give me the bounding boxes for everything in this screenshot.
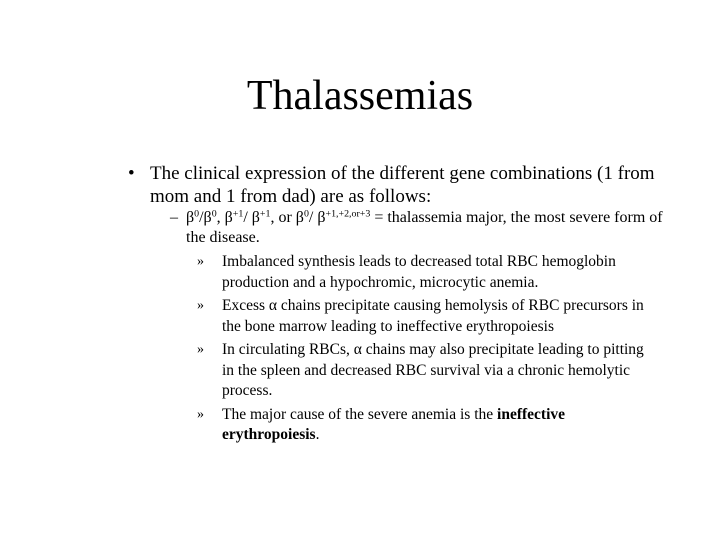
bullet-clinical-expression bbox=[128, 162, 670, 208]
bullet-text: The clinical expression of the different gene combinations (1 from mom and 1 from dad) are as follows: bbox=[150, 163, 655, 207]
genotype-slash-1: / bbox=[199, 209, 204, 226]
genotype-slash-2: / bbox=[243, 209, 252, 226]
detail-item-circulating-rbcs bbox=[197, 340, 652, 402]
detail-text-bold: ineffective erythropoiesis bbox=[222, 405, 566, 443]
chevron-marker: » bbox=[197, 342, 204, 357]
detail-text: Imbalanced synthesis leads to decreased total RBC hemoglobin production and a hypochromic, microcytic anemia. bbox=[222, 253, 616, 291]
sub-bullet-rest-text: = thalassemia major, the most severe form of the disease. bbox=[186, 209, 663, 246]
genotype-sup-3: +1 bbox=[232, 208, 244, 220]
sub-bullet-thalassemia-major bbox=[170, 208, 666, 248]
genotype-sep-1: , bbox=[216, 209, 225, 226]
genotype-beta-3: β bbox=[224, 209, 233, 226]
detail-text-post: . bbox=[315, 426, 320, 443]
detail-text-pre: In circulating RBCs, bbox=[222, 341, 354, 358]
detail-text-pre: The major cause of the severe anemia is the bbox=[222, 405, 498, 423]
dash-marker: – bbox=[170, 209, 178, 226]
alpha-symbol: α bbox=[353, 341, 362, 358]
detail-item-imbalanced-synthesis bbox=[197, 252, 652, 293]
genotype-beta-5: β bbox=[295, 209, 304, 226]
bullet-marker: • bbox=[128, 163, 135, 184]
genotype-beta-4: β bbox=[251, 209, 260, 226]
detail-text-pre: Excess bbox=[222, 297, 269, 314]
alpha-symbol: α bbox=[268, 297, 278, 314]
chevron-marker: » bbox=[197, 254, 204, 269]
genotype-sup-4: +1 bbox=[259, 208, 271, 220]
genotype-sup-2: 0 bbox=[211, 208, 217, 220]
genotype-beta-1: β bbox=[186, 209, 195, 226]
genotype-sep-2: , or bbox=[270, 209, 296, 226]
slide-title: Thalassemias bbox=[246, 73, 474, 119]
genotype-sup-5: 0 bbox=[303, 208, 309, 220]
genotype-beta-2: β bbox=[203, 209, 212, 226]
detail-text-post: chains precipitate causing hemolysis of RBC precursors in the bone marrow leading to ineffective erythropoiesis bbox=[222, 297, 644, 335]
detail-text-post: chains may also precipitate leading to pitting in the spleen and decreased RBC survival via a chronic hemolytic process. bbox=[222, 341, 644, 399]
chevron-marker: » bbox=[197, 298, 204, 313]
genotype-beta-6: β bbox=[317, 209, 326, 226]
detail-item-excess-alpha bbox=[197, 296, 652, 337]
detail-list bbox=[197, 252, 652, 449]
chevron-marker: » bbox=[197, 406, 204, 422]
detail-item-major-cause bbox=[197, 405, 652, 446]
genotype-sup-6: +1,+2,or+3 bbox=[325, 208, 371, 220]
genotype-sup-1: 0 bbox=[194, 208, 200, 220]
genotype-slash-3: / bbox=[308, 209, 318, 226]
